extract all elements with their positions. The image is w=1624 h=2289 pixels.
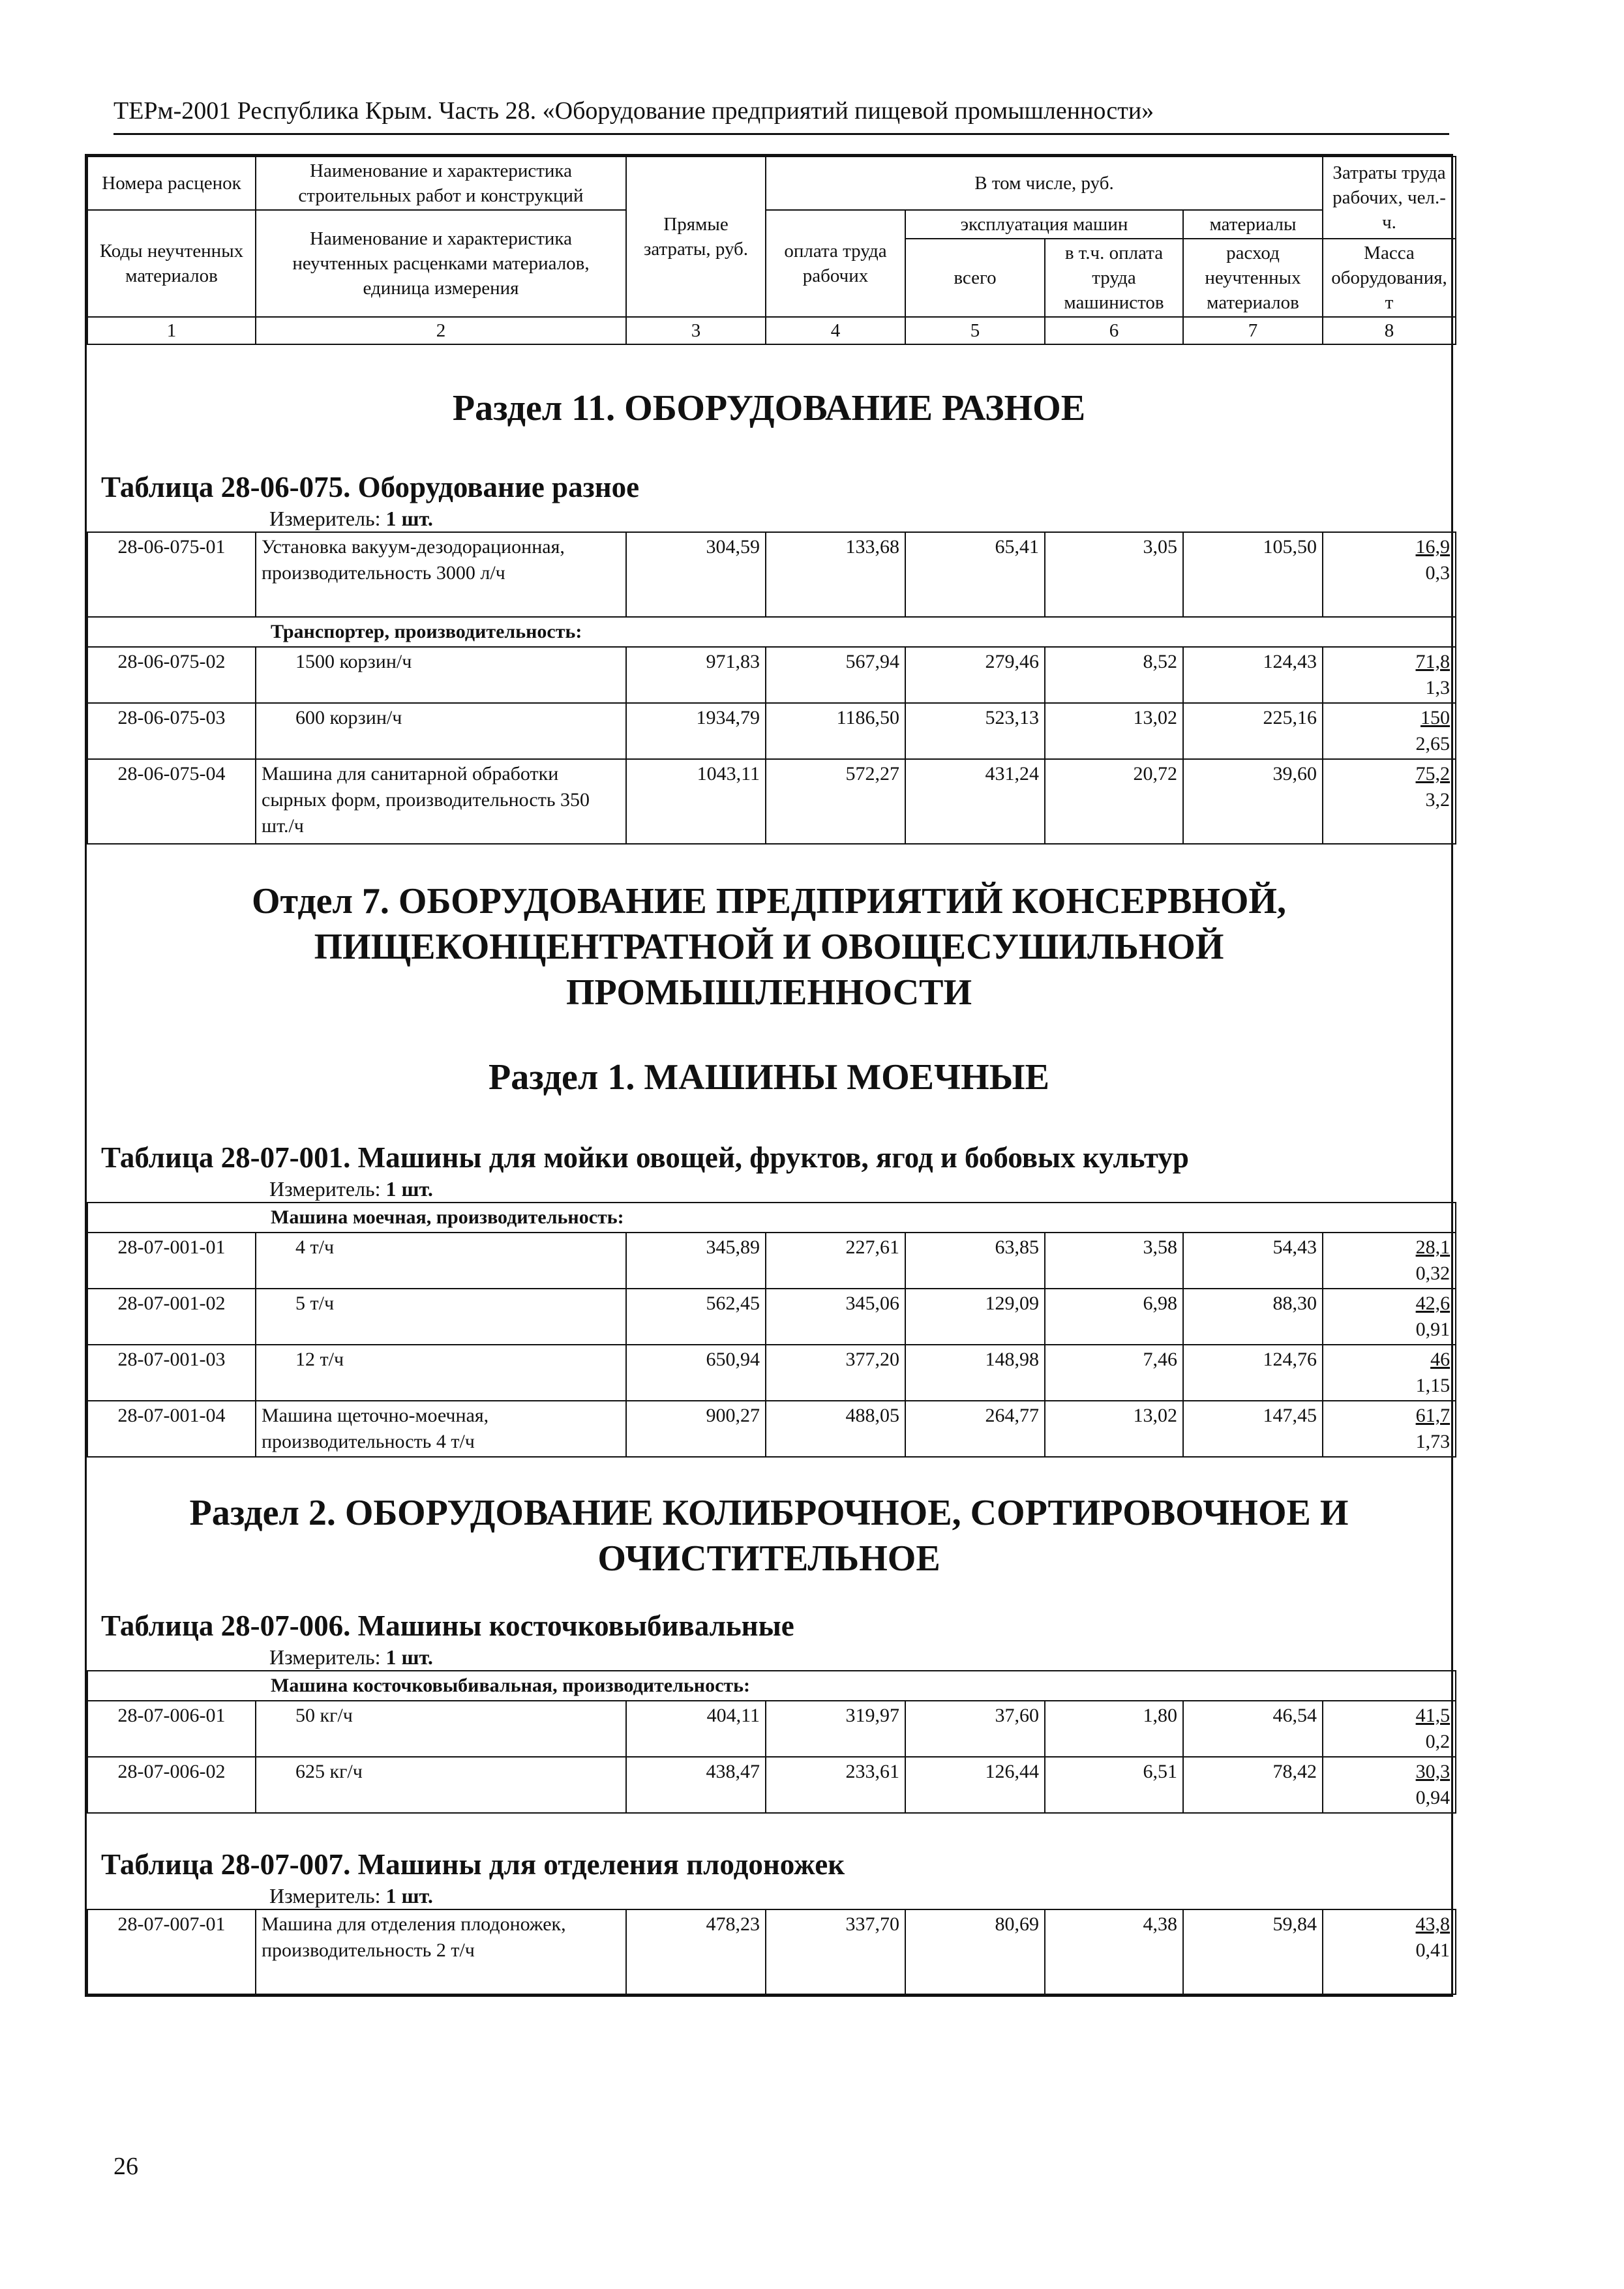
col8-top: Затраты труда рабочих, чел.-ч. [1323,157,1456,239]
section-11-title: Раздел 11. ОБОРУДОВАНИЕ РАЗНОЕ [452,388,1086,428]
subheader-row [87,617,1456,647]
row-mach-labor: 6,98 [1045,1289,1183,1345]
row-hours-mass [1323,1757,1456,1813]
row-name: 50 кг/ч [256,1701,626,1757]
dept-7-title-line2: ПИЩЕКОНЦЕНТРАТНОЙ И ОВОЩЕСУШИЛЬНОЙ [314,927,1224,967]
row-hours-mass [1323,1233,1456,1289]
section-1-title: Раздел 1. МАШИНЫ МОЕЧНЫЕ [489,1057,1049,1098]
measure-value: 1 шт. [385,1884,433,1908]
row-name: Машина для отделения плодоножек, производительность 2 т/ч [256,1909,626,1994]
table-28-06-075 [87,531,1456,845]
col6: в т.ч. оплата труда машинистов [1045,239,1183,317]
machines-header: эксплуатация машин [905,210,1183,239]
row-mat: 46,54 [1183,1701,1323,1757]
row-labor: 227,61 [766,1233,905,1289]
table-28-07-001 [87,1202,1456,1458]
row-hours-mass [1323,1401,1456,1457]
col-number: 1 [87,317,256,344]
table-28-07-007 [87,1909,1456,1995]
row-direct: 404,11 [626,1701,766,1757]
table-row [87,647,1456,703]
row-labor: 133,68 [766,532,905,617]
table-28-07-001-title: Таблица 28-07-001. Машины для мойки овощей, фруктов, ягод и бобовых культур [101,1141,1189,1174]
document-header-title: ТЕРм-2001 Республика Крым. Часть 28. «Оборудование предприятий пищевой промышленности» [113,97,1154,125]
table-row [87,1701,1456,1757]
subheader-row [87,1671,1456,1701]
measure-value: 1 шт. [385,1645,433,1669]
row-mass: 1,3 [1425,677,1450,698]
row-mach-labor: 1,80 [1045,1701,1183,1757]
row-code: 28-07-006-01 [87,1701,256,1757]
col1-top: Номера расценок [87,157,256,210]
row-name: Установка вакуум-дезодорационная, производительность 3000 л/ч [256,532,626,617]
row-hours-mass [1323,1289,1456,1345]
row-labor: 345,06 [766,1289,905,1345]
row-mat: 105,50 [1183,532,1323,617]
row-hours: 46 [1430,1349,1451,1370]
measure-value: 1 шт. [385,507,433,530]
col2-top: Наименование и характеристика строительных работ и конструкций [256,157,626,210]
row-mat: 124,76 [1183,1345,1323,1401]
row-name: 600 корзин/ч [256,703,626,759]
row-mass: 2,65 [1415,733,1450,755]
dept-7-title-line3: ПРОМЫШЛЕННОСТИ [565,972,972,1013]
table-row [87,1345,1456,1401]
row-direct: 971,83 [626,647,766,703]
table-row [87,1401,1456,1457]
dept-7-title-line1: Отдел 7. ОБОРУДОВАНИЕ ПРЕДПРИЯТИЙ КОНСЕРВНОЙ, [252,881,1286,921]
row-labor: 488,05 [766,1401,905,1457]
row-code: 28-06-075-01 [87,532,256,617]
row-labor: 1186,50 [766,703,905,759]
row-hours-mass [1323,1909,1456,1994]
row-mach-labor: 3,58 [1045,1233,1183,1289]
row-mass: 0,91 [1415,1319,1451,1340]
col-number: 6 [1045,317,1183,344]
row-mach: 80,69 [905,1909,1045,1994]
row-mach: 279,46 [905,647,1045,703]
row-name: 1500 корзин/ч [256,647,626,703]
row-name: Машина щеточно-моечная, производительность 4 т/ч [256,1401,626,1457]
row-hours-mass [1323,759,1456,844]
table-row [87,703,1456,759]
row-mach: 431,24 [905,759,1045,844]
table-row [87,1909,1456,1994]
row-mach: 63,85 [905,1233,1045,1289]
row-direct: 562,45 [626,1289,766,1345]
row-code: 28-07-001-04 [87,1401,256,1457]
row-code: 28-07-006-02 [87,1757,256,1813]
row-hours-mass [1323,703,1456,759]
subheader: Машина моечная, производительность: [87,1203,1456,1233]
row-mat: 39,60 [1183,759,1323,844]
row-mach-labor: 3,05 [1045,532,1183,617]
table-row [87,1289,1456,1345]
row-mat: 54,43 [1183,1233,1323,1289]
row-direct: 650,94 [626,1345,766,1401]
row-mat: 147,45 [1183,1401,1323,1457]
row-hours-mass [1323,1345,1456,1401]
row-hours: 28,1 [1415,1236,1451,1258]
row-code: 28-07-007-01 [87,1909,256,1994]
col-number: 8 [1323,317,1456,344]
row-hours: 16,9 [1415,536,1450,558]
row-name: 5 т/ч [256,1289,626,1345]
measure-label: Измеритель: [269,507,381,530]
measure-line [87,505,1451,531]
measure-line [87,1644,1451,1670]
measure-label: Измеритель: [269,1884,381,1908]
row-mass: 1,15 [1415,1375,1451,1396]
row-mat: 59,84 [1183,1909,1323,1994]
row-mass: 1,73 [1415,1431,1451,1452]
section-2-title-line2: ОЧИСТИТЕЛЬНОЕ [597,1538,940,1579]
row-direct: 438,47 [626,1757,766,1813]
row-hours-mass [1323,1701,1456,1757]
column-header-table [87,156,1456,345]
row-hours: 150 [1421,707,1450,728]
row-mass: 0,2 [1425,1731,1451,1752]
row-mach: 37,60 [905,1701,1045,1757]
table-28-07-007-title: Таблица 28-07-007. Машины для отделения плодоножек [101,1848,845,1881]
row-mach-labor: 4,38 [1045,1909,1183,1994]
col4: оплата труда рабочих [766,210,905,317]
table-row [87,1757,1456,1813]
row-name: 4 т/ч [256,1233,626,1289]
row-labor: 572,27 [766,759,905,844]
row-direct: 900,27 [626,1401,766,1457]
row-labor: 377,20 [766,1345,905,1401]
row-mach: 129,09 [905,1289,1045,1345]
table-row [87,532,1456,617]
subheader: Машина косточковыбивальная, производительность: [87,1671,1456,1701]
subheader-row [87,1203,1456,1233]
row-mass: 0,94 [1415,1787,1451,1808]
measure-line [87,1883,1451,1909]
subheader: Транспортер, производительность: [87,617,1456,647]
row-hours: 75,2 [1415,763,1450,785]
row-labor: 319,97 [766,1701,905,1757]
col8-bottom: Масса оборудования, т [1323,239,1456,317]
row-mat: 124,43 [1183,647,1323,703]
row-direct: 345,89 [626,1233,766,1289]
col3: Прямые затраты, руб. [626,157,766,317]
row-labor: 337,70 [766,1909,905,1994]
row-direct: 304,59 [626,532,766,617]
row-code: 28-07-001-01 [87,1233,256,1289]
table-row [87,1233,1456,1289]
row-mach-labor: 13,02 [1045,1401,1183,1457]
row-mass: 3,2 [1425,789,1450,811]
main-table-frame [85,154,1453,1997]
row-hours: 41,5 [1415,1705,1451,1726]
measure-line [87,1176,1451,1202]
row-code: 28-06-075-04 [87,759,256,844]
row-mach-labor: 7,46 [1045,1345,1183,1401]
row-mach: 523,13 [905,703,1045,759]
table-28-07-006-title: Таблица 28-07-006. Машины косточковыбивальные [101,1609,794,1642]
col-number: 2 [256,317,626,344]
row-hours: 71,8 [1415,651,1450,672]
col-number: 3 [626,317,766,344]
row-code: 28-06-075-02 [87,647,256,703]
row-mach-labor: 8,52 [1045,647,1183,703]
header-rule [113,133,1449,135]
row-mach: 126,44 [905,1757,1045,1813]
col2-bottom: Наименование и характеристика неучтенных расценками материалов, единица измерения [256,210,626,317]
row-mach: 65,41 [905,532,1045,617]
row-direct: 1043,11 [626,759,766,844]
row-hours: 42,6 [1415,1293,1451,1314]
row-mach: 148,98 [905,1345,1045,1401]
table-28-06-075-title: Таблица 28-06-075. Оборудование разное [101,471,640,503]
row-name: 625 кг/ч [256,1757,626,1813]
materials-header: материалы [1183,210,1323,239]
section-2-title-line1: Раздел 2. ОБОРУДОВАНИЕ КОЛИБРОЧНОЕ, СОРТИРОВОЧНОЕ И [189,1493,1349,1533]
row-mat: 88,30 [1183,1289,1323,1345]
row-hours: 30,3 [1415,1761,1451,1782]
page-number: 26 [113,2153,138,2180]
row-mass: 0,3 [1425,562,1450,584]
row-labor: 567,94 [766,647,905,703]
row-hours: 43,8 [1415,1913,1450,1935]
row-name: 12 т/ч [256,1345,626,1401]
row-mach-labor: 20,72 [1045,759,1183,844]
col1-bottom: Коды неучтенных материалов [87,210,256,317]
table-28-07-006 [87,1670,1456,1814]
incl-header: В том числе, руб. [766,157,1323,210]
row-name: Машина для санитарной обработки сырных форм, производительность 350 шт./ч [256,759,626,844]
row-hours-mass [1323,532,1456,617]
row-labor: 233,61 [766,1757,905,1813]
col5: всего [905,239,1045,317]
row-code: 28-07-001-02 [87,1289,256,1345]
col-number: 5 [905,317,1045,344]
row-direct: 1934,79 [626,703,766,759]
row-code: 28-07-001-03 [87,1345,256,1401]
row-direct: 478,23 [626,1909,766,1994]
row-code: 28-06-075-03 [87,703,256,759]
col-number: 4 [766,317,905,344]
row-mach: 264,77 [905,1401,1045,1457]
row-hours: 61,7 [1415,1405,1451,1426]
row-mass: 0,41 [1415,1939,1450,1961]
row-mach-labor: 6,51 [1045,1757,1183,1813]
row-mach-labor: 13,02 [1045,703,1183,759]
row-hours-mass [1323,647,1456,703]
row-mass: 0,32 [1415,1263,1451,1284]
col-number: 7 [1183,317,1323,344]
col7: расход неучтенных материалов [1183,239,1323,317]
table-row [87,759,1456,844]
measure-value: 1 шт. [385,1177,433,1201]
row-mat: 78,42 [1183,1757,1323,1813]
measure-label: Измеритель: [269,1177,381,1201]
row-mat: 225,16 [1183,703,1323,759]
measure-label: Измеритель: [269,1645,381,1669]
